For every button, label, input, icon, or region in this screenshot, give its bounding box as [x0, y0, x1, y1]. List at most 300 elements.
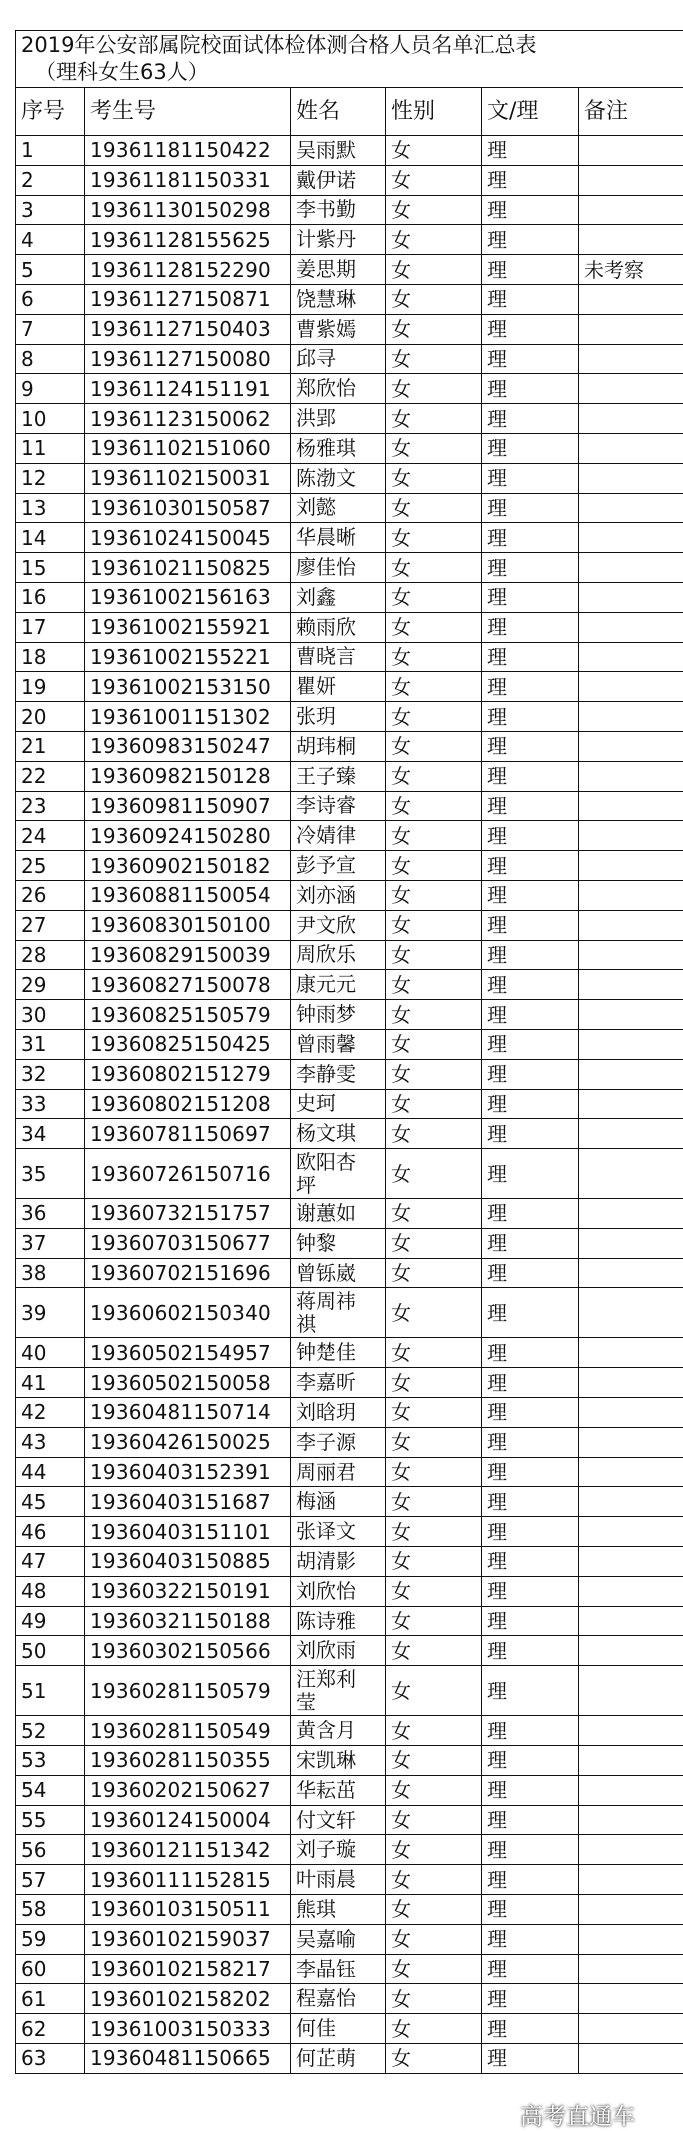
- cell-name: 程嘉怡: [291, 1984, 386, 2014]
- cell-name: 康元元: [291, 970, 386, 1000]
- cell-exam-id: 19361002153150: [85, 672, 291, 702]
- cell-no: 33: [16, 1089, 85, 1119]
- cell-sex: 女: [386, 1924, 482, 1954]
- cell-no: 52: [16, 1716, 85, 1746]
- cell-exam-id: 19360124150004: [85, 1805, 291, 1835]
- cell-name: 曹紫嫣: [291, 314, 386, 344]
- cell-exam-id: 19360103150511: [85, 1895, 291, 1925]
- cell-sex: 女: [386, 1895, 482, 1925]
- cell-exam-id: 19361181150422: [85, 136, 291, 166]
- cell-name: 钟楚佳: [291, 1338, 386, 1368]
- cell-name: 李书勤: [291, 195, 386, 225]
- cell-sex: 女: [386, 1228, 482, 1258]
- table-row: [16, 1487, 683, 1517]
- cell-sex: 女: [386, 791, 482, 821]
- cell-no: 43: [16, 1427, 85, 1457]
- cell-exam-id: 19360802151279: [85, 1059, 291, 1089]
- cell-no: 50: [16, 1636, 85, 1666]
- cell-no: 63: [16, 2044, 85, 2074]
- cell-exam-id: 19360902150182: [85, 851, 291, 881]
- cell-note: [579, 821, 683, 851]
- cell-no: 35: [16, 1149, 85, 1199]
- cell-no: 6: [16, 284, 85, 314]
- cell-name: 蒋周祎 祺: [291, 1288, 386, 1338]
- cell-name: 洪郢: [291, 404, 386, 434]
- cell-exam-id: 19360102158217: [85, 1954, 291, 1984]
- cell-exam-id: 19360881150054: [85, 880, 291, 910]
- cell-exam-id: 19361102151060: [85, 433, 291, 463]
- header-exam-id: 考生号: [85, 88, 291, 136]
- cell-no: 14: [16, 523, 85, 553]
- table-row: [16, 582, 683, 612]
- cell-name: 尹文欣: [291, 910, 386, 940]
- cell-sex: 女: [386, 1368, 482, 1398]
- cell-note: [579, 1924, 683, 1954]
- cell-name: 周欣乐: [291, 940, 386, 970]
- cell-sex: 女: [386, 2014, 482, 2044]
- table-row: [16, 1368, 683, 1398]
- table-row: [16, 344, 683, 374]
- cell-sex: 女: [386, 523, 482, 553]
- cell-exam-id: 19360829150039: [85, 940, 291, 970]
- cell-exam-id: 19360732151757: [85, 1199, 291, 1229]
- cell-note: [579, 1835, 683, 1865]
- cell-sex: 女: [386, 940, 482, 970]
- cell-sex: 女: [386, 433, 482, 463]
- cell-track: 理: [482, 1666, 579, 1716]
- cell-sex: 女: [386, 702, 482, 732]
- cell-note: [579, 1636, 683, 1666]
- cell-sex: 女: [386, 1984, 482, 2014]
- cell-track: 理: [482, 1487, 579, 1517]
- table-row: [16, 1258, 683, 1288]
- cell-exam-id: 19361102150031: [85, 463, 291, 493]
- cell-track: 理: [482, 791, 579, 821]
- cell-exam-id: 19360825150425: [85, 1029, 291, 1059]
- cell-exam-id: 19361002155921: [85, 612, 291, 642]
- cell-exam-id: 19360202150627: [85, 1775, 291, 1805]
- cell-note: [579, 225, 683, 255]
- cell-name: 华耘茁: [291, 1775, 386, 1805]
- table-row: [16, 1716, 683, 1746]
- cell-track: 理: [482, 702, 579, 732]
- cell-no: 10: [16, 404, 85, 434]
- cell-no: 48: [16, 1576, 85, 1606]
- cell-track: 理: [482, 821, 579, 851]
- cell-no: 30: [16, 1000, 85, 1030]
- cell-note: [579, 1576, 683, 1606]
- cell-name: 黄含月: [291, 1716, 386, 1746]
- cell-sex: 女: [386, 1636, 482, 1666]
- table-row: [16, 1457, 683, 1487]
- table-title: [16, 31, 683, 88]
- cell-sex: 女: [386, 1576, 482, 1606]
- cell-exam-id: 19360403151101: [85, 1517, 291, 1547]
- cell-sex: 女: [386, 1954, 482, 1984]
- cell-note: [579, 1398, 683, 1428]
- table-row: [16, 374, 683, 404]
- cell-name: 钟雨梦: [291, 1000, 386, 1030]
- cell-note: [579, 582, 683, 612]
- table-row: [16, 1895, 683, 1925]
- cell-note: [579, 2044, 683, 2074]
- cell-track: 理: [482, 493, 579, 523]
- cell-name: 张玥: [291, 702, 386, 732]
- cell-sex: 女: [386, 1746, 482, 1776]
- cell-no: 56: [16, 1835, 85, 1865]
- cell-exam-id: 19361123150062: [85, 404, 291, 434]
- cell-track: 理: [482, 1805, 579, 1835]
- cell-sex: 女: [386, 1288, 482, 1338]
- cell-name: 谢蕙如: [291, 1199, 386, 1229]
- cell-note: [579, 404, 683, 434]
- cell-exam-id: 19361181150331: [85, 165, 291, 195]
- cell-name: 胡清影: [291, 1547, 386, 1577]
- cell-exam-id: 19361002155221: [85, 642, 291, 672]
- cell-note: [579, 910, 683, 940]
- header-name: 姓名: [291, 88, 386, 136]
- cell-no: 37: [16, 1228, 85, 1258]
- cell-sex: 女: [386, 910, 482, 940]
- table-row: [16, 1288, 683, 1338]
- cell-note: [579, 1338, 683, 1368]
- cell-no: 55: [16, 1805, 85, 1835]
- cell-name: 李晶钰: [291, 1954, 386, 1984]
- cell-exam-id: 19361128152290: [85, 255, 291, 285]
- cell-note: [579, 1984, 683, 2014]
- qualified-list-table: [15, 30, 683, 2074]
- cell-sex: 女: [386, 493, 482, 523]
- table-row: [16, 314, 683, 344]
- cell-no: 36: [16, 1199, 85, 1229]
- cell-no: 49: [16, 1606, 85, 1636]
- cell-track: 理: [482, 1576, 579, 1606]
- cell-exam-id: 19360502154957: [85, 1338, 291, 1368]
- cell-note: [579, 672, 683, 702]
- cell-track: 理: [482, 314, 579, 344]
- cell-exam-id: 19360982150128: [85, 761, 291, 791]
- cell-track: 理: [482, 1089, 579, 1119]
- cell-no: 31: [16, 1029, 85, 1059]
- cell-track: 理: [482, 225, 579, 255]
- cell-track: 理: [482, 1954, 579, 1984]
- cell-exam-id: 19360403152391: [85, 1457, 291, 1487]
- cell-name: 刘晗玥: [291, 1398, 386, 1428]
- cell-note: [579, 1029, 683, 1059]
- cell-note: [579, 1775, 683, 1805]
- cell-no: 3: [16, 195, 85, 225]
- cell-no: 8: [16, 344, 85, 374]
- cell-name: 吴嘉喻: [291, 1924, 386, 1954]
- cell-track: 理: [482, 344, 579, 374]
- cell-name: 梅涵: [291, 1487, 386, 1517]
- table-row: [16, 2014, 683, 2044]
- table-row: [16, 1089, 683, 1119]
- table-row: [16, 731, 683, 761]
- cell-name: 杨雅琪: [291, 433, 386, 463]
- cell-no: 2: [16, 165, 85, 195]
- cell-track: 理: [482, 1338, 579, 1368]
- cell-sex: 女: [386, 463, 482, 493]
- cell-note: [579, 1119, 683, 1149]
- cell-exam-id: 19361124151191: [85, 374, 291, 404]
- cell-exam-id: 19360281150355: [85, 1746, 291, 1776]
- cell-exam-id: 19360322150191: [85, 1576, 291, 1606]
- cell-track: 理: [482, 255, 579, 285]
- cell-track: 理: [482, 433, 579, 463]
- cell-note: [579, 1547, 683, 1577]
- cell-track: 理: [482, 1368, 579, 1398]
- cell-note: [579, 136, 683, 166]
- cell-name: 廖佳怡: [291, 553, 386, 583]
- cell-track: 理: [482, 1288, 579, 1338]
- cell-sex: 女: [386, 1258, 482, 1288]
- table-row: [16, 1576, 683, 1606]
- table-row: [16, 702, 683, 732]
- table-row: [16, 136, 683, 166]
- cell-no: 28: [16, 940, 85, 970]
- cell-sex: 女: [386, 255, 482, 285]
- cell-note: [579, 433, 683, 463]
- cell-name: 史珂: [291, 1089, 386, 1119]
- cell-sex: 女: [386, 1805, 482, 1835]
- cell-sex: 女: [386, 374, 482, 404]
- cell-name: 刘欣怡: [291, 1576, 386, 1606]
- cell-note: [579, 1716, 683, 1746]
- cell-sex: 女: [386, 1398, 482, 1428]
- cell-track: 理: [482, 1457, 579, 1487]
- cell-note: [579, 970, 683, 1000]
- cell-name: 冷婧律: [291, 821, 386, 851]
- cell-note: [579, 314, 683, 344]
- cell-name: 李子源: [291, 1427, 386, 1457]
- cell-sex: 女: [386, 1716, 482, 1746]
- cell-no: 38: [16, 1258, 85, 1288]
- cell-sex: 女: [386, 1517, 482, 1547]
- cell-no: 32: [16, 1059, 85, 1089]
- cell-sex: 女: [386, 1427, 482, 1457]
- cell-exam-id: 19360321150188: [85, 1606, 291, 1636]
- cell-name: 陈诗雅: [291, 1606, 386, 1636]
- cell-sex: 女: [386, 612, 482, 642]
- table-row: [16, 433, 683, 463]
- cell-sex: 女: [386, 821, 482, 851]
- cell-no: 59: [16, 1924, 85, 1954]
- cell-exam-id: 19360802151208: [85, 1089, 291, 1119]
- cell-exam-id: 19360702151696: [85, 1258, 291, 1288]
- cell-sex: 女: [386, 582, 482, 612]
- cell-note: [579, 851, 683, 881]
- cell-sex: 女: [386, 1338, 482, 1368]
- cell-no: 34: [16, 1119, 85, 1149]
- cell-sex: 女: [386, 672, 482, 702]
- cell-note: [579, 1149, 683, 1199]
- table-row: [16, 1835, 683, 1865]
- cell-sex: 女: [386, 553, 482, 583]
- cell-name: 陈渤文: [291, 463, 386, 493]
- cell-track: 理: [482, 2044, 579, 2074]
- table-row: [16, 1666, 683, 1716]
- title-sub: （理科女生63人）: [21, 59, 683, 86]
- cell-name: 胡玮桐: [291, 731, 386, 761]
- cell-no: 58: [16, 1895, 85, 1925]
- cell-sex: 女: [386, 642, 482, 672]
- table-row: [16, 1338, 683, 1368]
- table-row: [16, 1636, 683, 1666]
- cell-note: [579, 1606, 683, 1636]
- cell-no: 7: [16, 314, 85, 344]
- cell-exam-id: 19360481150714: [85, 1398, 291, 1428]
- cell-no: 29: [16, 970, 85, 1000]
- cell-note: [579, 761, 683, 791]
- cell-name: 宋凯琳: [291, 1746, 386, 1776]
- results-sheet: [15, 30, 683, 2074]
- table-row: [16, 970, 683, 1000]
- cell-note: [579, 1666, 683, 1716]
- table-row: [16, 1547, 683, 1577]
- cell-note: [579, 702, 683, 732]
- cell-no: 41: [16, 1368, 85, 1398]
- cell-sex: 女: [386, 136, 482, 166]
- cell-no: 21: [16, 731, 85, 761]
- cell-exam-id: 19361001151302: [85, 702, 291, 732]
- cell-note: 未考察: [579, 255, 683, 285]
- cell-note: [579, 1517, 683, 1547]
- cell-note: [579, 553, 683, 583]
- cell-note: [579, 493, 683, 523]
- cell-track: 理: [482, 1835, 579, 1865]
- cell-no: 20: [16, 702, 85, 732]
- cell-track: 理: [482, 672, 579, 702]
- table-row: [16, 1119, 683, 1149]
- cell-exam-id: 19361030150587: [85, 493, 291, 523]
- table-row: [16, 940, 683, 970]
- cell-exam-id: 19360281150579: [85, 1666, 291, 1716]
- cell-no: 12: [16, 463, 85, 493]
- table-row: [16, 761, 683, 791]
- cell-no: 23: [16, 791, 85, 821]
- cell-note: [579, 1199, 683, 1229]
- table-row: [16, 880, 683, 910]
- cell-sex: 女: [386, 1775, 482, 1805]
- cell-name: 姜思期: [291, 255, 386, 285]
- cell-exam-id: 19360302150566: [85, 1636, 291, 1666]
- cell-note: [579, 165, 683, 195]
- cell-name: 张译文: [291, 1517, 386, 1547]
- cell-track: 理: [482, 136, 579, 166]
- cell-name: 彭予宣: [291, 851, 386, 881]
- cell-exam-id: 19361003150333: [85, 2014, 291, 2044]
- cell-exam-id: 19361127150403: [85, 314, 291, 344]
- cell-note: [579, 1487, 683, 1517]
- cell-track: 理: [482, 374, 579, 404]
- cell-exam-id: 19360121151342: [85, 1835, 291, 1865]
- table-row: [16, 1805, 683, 1835]
- cell-sex: 女: [386, 1199, 482, 1229]
- cell-exam-id: 19361127150080: [85, 344, 291, 374]
- cell-exam-id: 19360726150716: [85, 1149, 291, 1199]
- cell-name: 刘欣雨: [291, 1636, 386, 1666]
- cell-name: 王子臻: [291, 761, 386, 791]
- cell-no: 45: [16, 1487, 85, 1517]
- cell-no: 46: [16, 1517, 85, 1547]
- cell-track: 理: [482, 463, 579, 493]
- cell-exam-id: 19360981150907: [85, 791, 291, 821]
- cell-track: 理: [482, 1636, 579, 1666]
- cell-no: 9: [16, 374, 85, 404]
- cell-name: 计紫丹: [291, 225, 386, 255]
- cell-sex: 女: [386, 1487, 482, 1517]
- cell-note: [579, 1228, 683, 1258]
- cell-track: 理: [482, 523, 579, 553]
- cell-name: 何芷萌: [291, 2044, 386, 2074]
- cell-track: 理: [482, 1199, 579, 1229]
- cell-no: 19: [16, 672, 85, 702]
- cell-name: 刘懿: [291, 493, 386, 523]
- cell-sex: 女: [386, 1666, 482, 1716]
- cell-sex: 女: [386, 1089, 482, 1119]
- cell-name: 曾铄崴: [291, 1258, 386, 1288]
- cell-name: 曹晓言: [291, 642, 386, 672]
- table-row: [16, 1398, 683, 1428]
- cell-exam-id: 19361024150045: [85, 523, 291, 553]
- cell-name: 饶慧琳: [291, 284, 386, 314]
- header-row: [16, 88, 683, 136]
- cell-track: 理: [482, 940, 579, 970]
- cell-no: 44: [16, 1457, 85, 1487]
- cell-no: 27: [16, 910, 85, 940]
- cell-note: [579, 195, 683, 225]
- cell-exam-id: 19360830150100: [85, 910, 291, 940]
- header-no: 序号: [16, 88, 85, 136]
- cell-name: 戴伊诺: [291, 165, 386, 195]
- cell-sex: 女: [386, 284, 482, 314]
- cell-sex: 女: [386, 314, 482, 344]
- cell-name: 叶雨晨: [291, 1865, 386, 1895]
- cell-no: 5: [16, 255, 85, 285]
- title-row: [16, 31, 683, 88]
- cell-track: 理: [482, 165, 579, 195]
- cell-name: 曾雨馨: [291, 1029, 386, 1059]
- cell-name: 钟黎: [291, 1228, 386, 1258]
- cell-no: 53: [16, 1746, 85, 1776]
- cell-track: 理: [482, 642, 579, 672]
- cell-note: [579, 1059, 683, 1089]
- cell-exam-id: 19361002156163: [85, 582, 291, 612]
- cell-exam-id: 19360111152815: [85, 1865, 291, 1895]
- cell-note: [579, 880, 683, 910]
- cell-exam-id: 19360403151687: [85, 1487, 291, 1517]
- cell-note: [579, 1895, 683, 1925]
- cell-note: [579, 1746, 683, 1776]
- cell-sex: 女: [386, 1606, 482, 1636]
- table-row: [16, 1746, 683, 1776]
- cell-sex: 女: [386, 1119, 482, 1149]
- cell-note: [579, 940, 683, 970]
- table-row: [16, 523, 683, 553]
- cell-track: 理: [482, 1984, 579, 2014]
- table-row: [16, 1059, 683, 1089]
- title-main: 2019年公安部属院校面试体检体测合格人员名单汇总表: [21, 32, 683, 59]
- table-row: [16, 284, 683, 314]
- table-row: [16, 1517, 683, 1547]
- cell-name: 邱寻: [291, 344, 386, 374]
- table-row: [16, 851, 683, 881]
- cell-sex: 女: [386, 1000, 482, 1030]
- cell-track: 理: [482, 761, 579, 791]
- cell-exam-id: 19361021150825: [85, 553, 291, 583]
- cell-no: 54: [16, 1775, 85, 1805]
